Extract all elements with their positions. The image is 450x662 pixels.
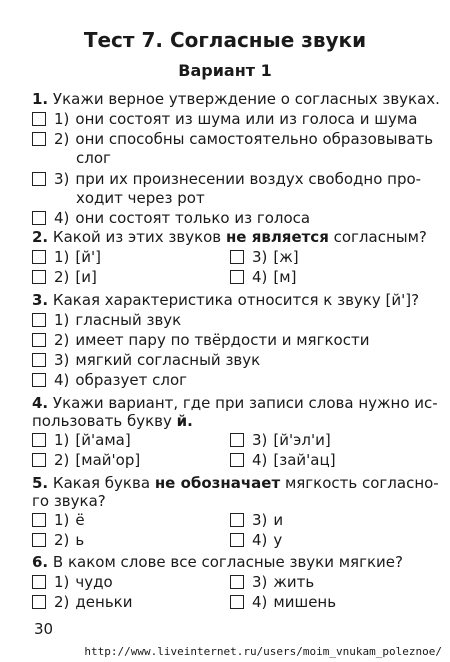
question-text: Укажи верное утверждение о согласных звуках. — [52, 90, 440, 108]
answer-option[interactable] — [32, 331, 369, 349]
question-text: Какая характеристика относится к звуку [й']? — [52, 291, 420, 309]
page-number: 30 — [34, 620, 54, 638]
option-number: 4) — [54, 371, 70, 389]
option-text: [й'] — [75, 248, 101, 266]
checkbox[interactable] — [32, 211, 46, 225]
option-text: ё — [75, 511, 85, 529]
answer-option[interactable] — [230, 248, 299, 266]
checkbox[interactable] — [230, 433, 244, 447]
answer-option[interactable] — [230, 431, 331, 449]
option-number: 1) — [54, 431, 70, 449]
variant-heading: Вариант 1 — [178, 61, 272, 80]
checkbox[interactable] — [230, 513, 244, 527]
question-emphasis: не обозначает — [154, 474, 281, 492]
answer-option[interactable] — [32, 573, 113, 591]
option-text: образует слог — [75, 371, 188, 389]
option-number: 2) — [54, 451, 70, 469]
option-text: [зай'ац] — [273, 451, 336, 469]
option-text: [и] — [75, 268, 97, 286]
question-text: Укажи вариант, где при записи слова нужно ис- — [52, 394, 438, 412]
option-number: 3) — [252, 248, 268, 266]
option-number: 3) — [54, 170, 70, 188]
option-number: 2) — [54, 331, 70, 349]
answer-option[interactable] — [32, 371, 187, 389]
question-number: 1. — [32, 90, 49, 108]
checkbox[interactable] — [32, 533, 46, 547]
option-text: чудо — [75, 573, 113, 591]
option-text: они состоят только из голоса — [75, 209, 311, 227]
option-text-continuation: слог — [76, 149, 111, 167]
checkbox[interactable] — [32, 453, 46, 467]
option-number: 1) — [54, 511, 70, 529]
checkbox[interactable] — [230, 533, 244, 547]
answer-option[interactable] — [32, 110, 417, 128]
checkbox[interactable] — [32, 333, 46, 347]
option-text: у — [273, 531, 283, 549]
answer-option[interactable] — [230, 531, 282, 549]
option-text: [й'эл'и] — [273, 431, 331, 449]
question-4 — [32, 394, 438, 412]
option-number: 3) — [252, 573, 268, 591]
answer-option[interactable] — [230, 511, 283, 529]
checkbox[interactable] — [32, 250, 46, 264]
option-number: 1) — [54, 110, 70, 128]
option-number: 3) — [252, 431, 268, 449]
page-title: Тест 7. Согласные звуки — [83, 28, 367, 52]
question-text: Какой из этих звуков — [52, 228, 222, 246]
answer-option[interactable] — [32, 531, 84, 549]
option-text: они способны самостоятельно образовывать — [75, 130, 434, 148]
option-text: [ж] — [273, 248, 299, 266]
option-text: гласный звук — [75, 311, 182, 329]
checkbox[interactable] — [32, 172, 46, 186]
option-number: 2) — [54, 593, 70, 611]
option-number: 3) — [54, 351, 70, 369]
question-3 — [32, 291, 419, 309]
question-number: 4. — [32, 394, 49, 412]
option-number: 4) — [54, 209, 70, 227]
answer-option[interactable] — [32, 593, 132, 611]
question-5-line-2: го звука? — [32, 492, 106, 510]
option-number: 1) — [54, 311, 70, 329]
option-text: при их произнесении воздух свободно про- — [75, 170, 422, 188]
option-text-continuation: ходит через рот — [76, 189, 205, 207]
option-text: [май'ор] — [75, 451, 141, 469]
watermark-url: http://www.liveinternet.ru/users/moim_vnukam_poleznoe/ — [84, 645, 442, 658]
option-number: 1) — [54, 573, 70, 591]
option-number: 3) — [252, 511, 268, 529]
checkbox[interactable] — [32, 132, 46, 146]
question-emphasis: й. — [176, 412, 193, 430]
answer-option[interactable] — [230, 593, 336, 611]
option-number: 4) — [252, 451, 268, 469]
option-text: деньки — [75, 593, 133, 611]
question-number: 6. — [32, 553, 49, 571]
question-2 — [32, 228, 427, 246]
option-text: жить — [273, 573, 315, 591]
checkbox[interactable] — [230, 575, 244, 589]
option-number: 4) — [252, 268, 268, 286]
question-number: 5. — [32, 474, 49, 492]
checkbox[interactable] — [230, 453, 244, 467]
option-number: 2) — [54, 268, 70, 286]
checkbox[interactable] — [32, 270, 46, 284]
answer-option[interactable] — [32, 248, 101, 266]
answer-option[interactable] — [32, 268, 97, 286]
question-text: согласным? — [333, 228, 427, 246]
answer-option[interactable] — [32, 451, 140, 469]
option-number: 2) — [54, 531, 70, 549]
checkbox[interactable] — [32, 313, 46, 327]
answer-option[interactable] — [32, 209, 310, 227]
option-number: 4) — [252, 593, 268, 611]
option-text: [м] — [273, 268, 297, 286]
option-text: они состоят из шума или из голоса и шума — [75, 110, 418, 128]
option-number: 4) — [252, 531, 268, 549]
answer-option[interactable] — [32, 130, 433, 148]
question-4-line-2 — [32, 412, 193, 430]
option-text: [й'ама] — [75, 431, 131, 449]
checkbox[interactable] — [230, 595, 244, 609]
question-text: пользовать букву — [32, 412, 172, 430]
option-number: 2) — [54, 130, 70, 148]
question-6 — [32, 553, 403, 571]
question-number: 3. — [32, 291, 49, 309]
option-text: ь — [75, 531, 85, 549]
question-emphasis: не является — [225, 228, 329, 246]
checkbox[interactable] — [32, 353, 46, 367]
checkbox[interactable] — [230, 270, 244, 284]
question-1 — [32, 90, 440, 108]
answer-option[interactable] — [230, 268, 296, 286]
question-5 — [32, 474, 439, 492]
answer-option[interactable] — [32, 431, 131, 449]
answer-option[interactable] — [32, 311, 181, 329]
answer-option[interactable] — [32, 351, 260, 369]
question-text: Какая буква — [52, 474, 151, 492]
option-number: 1) — [54, 248, 70, 266]
option-text: и — [273, 511, 284, 529]
checkbox[interactable] — [32, 513, 46, 527]
question-text: В каком слове все согласные звуки мягкие? — [52, 553, 403, 571]
option-text: мягкий согласный звук — [75, 351, 261, 369]
question-text: мягкость согласно- — [284, 474, 439, 492]
answer-option[interactable] — [230, 451, 336, 469]
checkbox[interactable] — [32, 112, 46, 126]
option-text: имеет пару по твёрдости и мягкости — [75, 331, 370, 349]
checkbox[interactable] — [32, 433, 46, 447]
answer-option[interactable] — [230, 573, 314, 591]
answer-option[interactable] — [32, 511, 85, 529]
checkbox[interactable] — [32, 575, 46, 589]
question-number: 2. — [32, 228, 49, 246]
option-text: мишень — [273, 593, 337, 611]
checkbox[interactable] — [32, 595, 46, 609]
checkbox[interactable] — [32, 373, 46, 387]
answer-option[interactable] — [32, 170, 421, 188]
checkbox[interactable] — [230, 250, 244, 264]
